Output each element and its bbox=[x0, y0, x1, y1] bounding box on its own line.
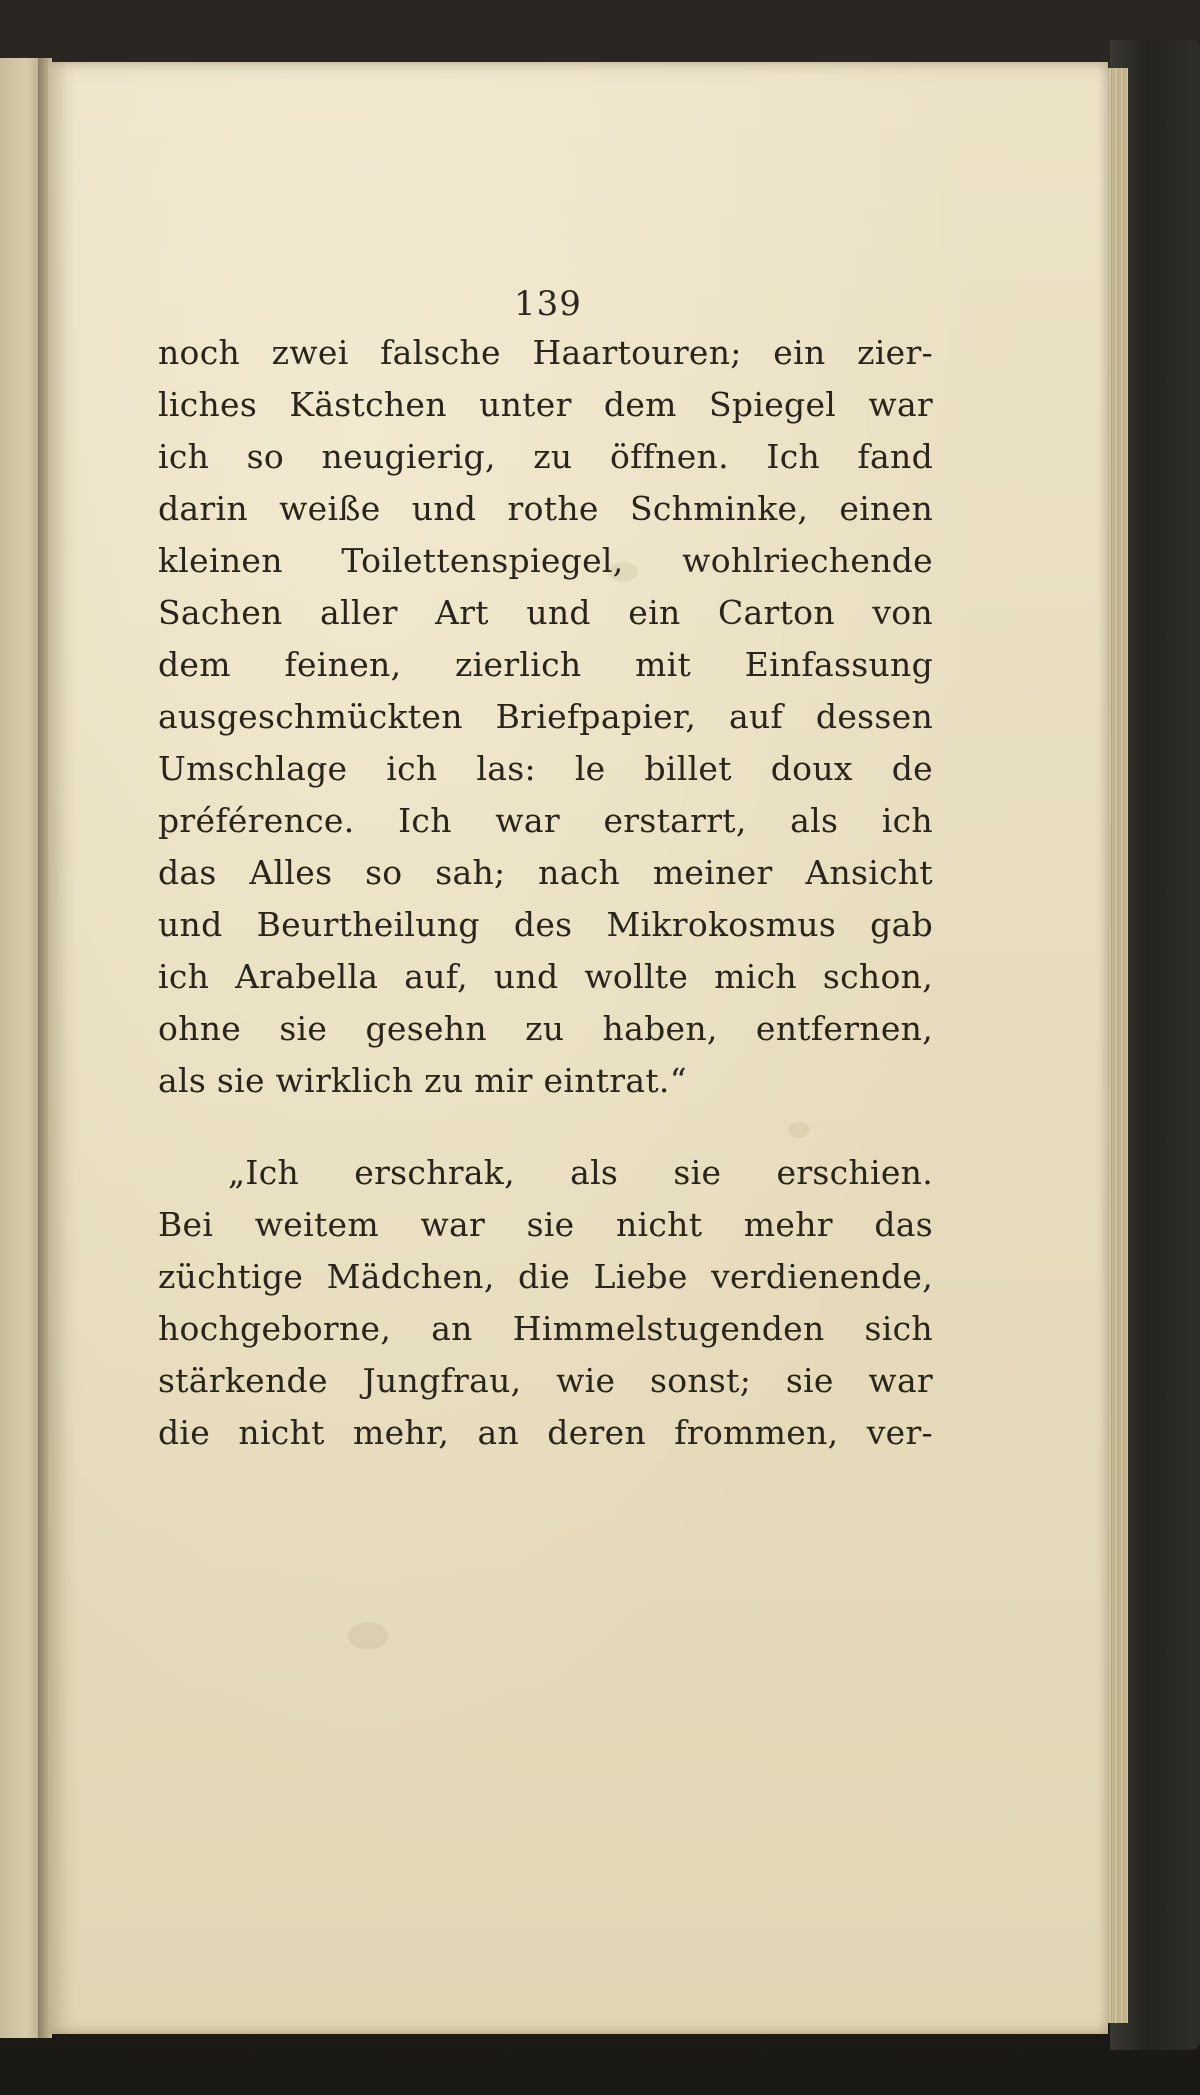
foxing-spot bbox=[348, 1622, 388, 1650]
text-line: ich so neugierig, zu öffnen. Ich fand bbox=[158, 437, 933, 476]
text-line-last: als sie wirklich zu mir eintrat.“ bbox=[158, 1061, 687, 1100]
text-line: ohne sie gesehn zu haben, entfernen, bbox=[158, 1009, 933, 1048]
book-page bbox=[48, 62, 1108, 2034]
paragraph-gap bbox=[158, 1107, 933, 1147]
text-line: und Beurtheilung des Mikrokosmus gab bbox=[158, 905, 933, 944]
text-line: dem feinen, zierlich mit Einfassung bbox=[158, 645, 933, 684]
text-line: Bei weitem war sie nicht mehr das bbox=[158, 1205, 933, 1244]
text-line: liches Kästchen unter dem Spiegel war bbox=[158, 385, 933, 424]
text-line: ich Arabella auf, und wollte mich schon, bbox=[158, 957, 933, 996]
text-line: kleinen Toilettenspiegel, wohlriechende bbox=[158, 541, 933, 580]
text-line: die nicht mehr, an deren frommen, ver- bbox=[158, 1413, 933, 1452]
page-number: 139 bbox=[514, 284, 582, 324]
text-line: Sachen aller Art und ein Carton von bbox=[158, 593, 933, 632]
text-line: das Alles so sah; nach meiner Ansicht bbox=[158, 853, 933, 892]
text-line: „Ich erschrak, als sie erschien. bbox=[228, 1153, 933, 1192]
text-line: hochgeborne, an Himmelstugenden sich bbox=[158, 1309, 933, 1348]
page-body bbox=[158, 327, 933, 1459]
text-line: stärkende Jungfrau, wie sonst; sie war bbox=[158, 1361, 933, 1400]
text-line: ausgeschmückten Briefpapier, auf dessen bbox=[158, 697, 933, 736]
text-line: darin weiße und rothe Schminke, einen bbox=[158, 489, 933, 528]
text-line: züchtige Mädchen, die Liebe verdienende, bbox=[158, 1257, 933, 1296]
text-line: préférence. Ich war erstarrt, als ich bbox=[158, 801, 933, 840]
text-line: Umschlage ich las: le billet doux de bbox=[158, 749, 933, 788]
text-line: noch zwei falsche Haartouren; ein zier- bbox=[158, 333, 933, 372]
